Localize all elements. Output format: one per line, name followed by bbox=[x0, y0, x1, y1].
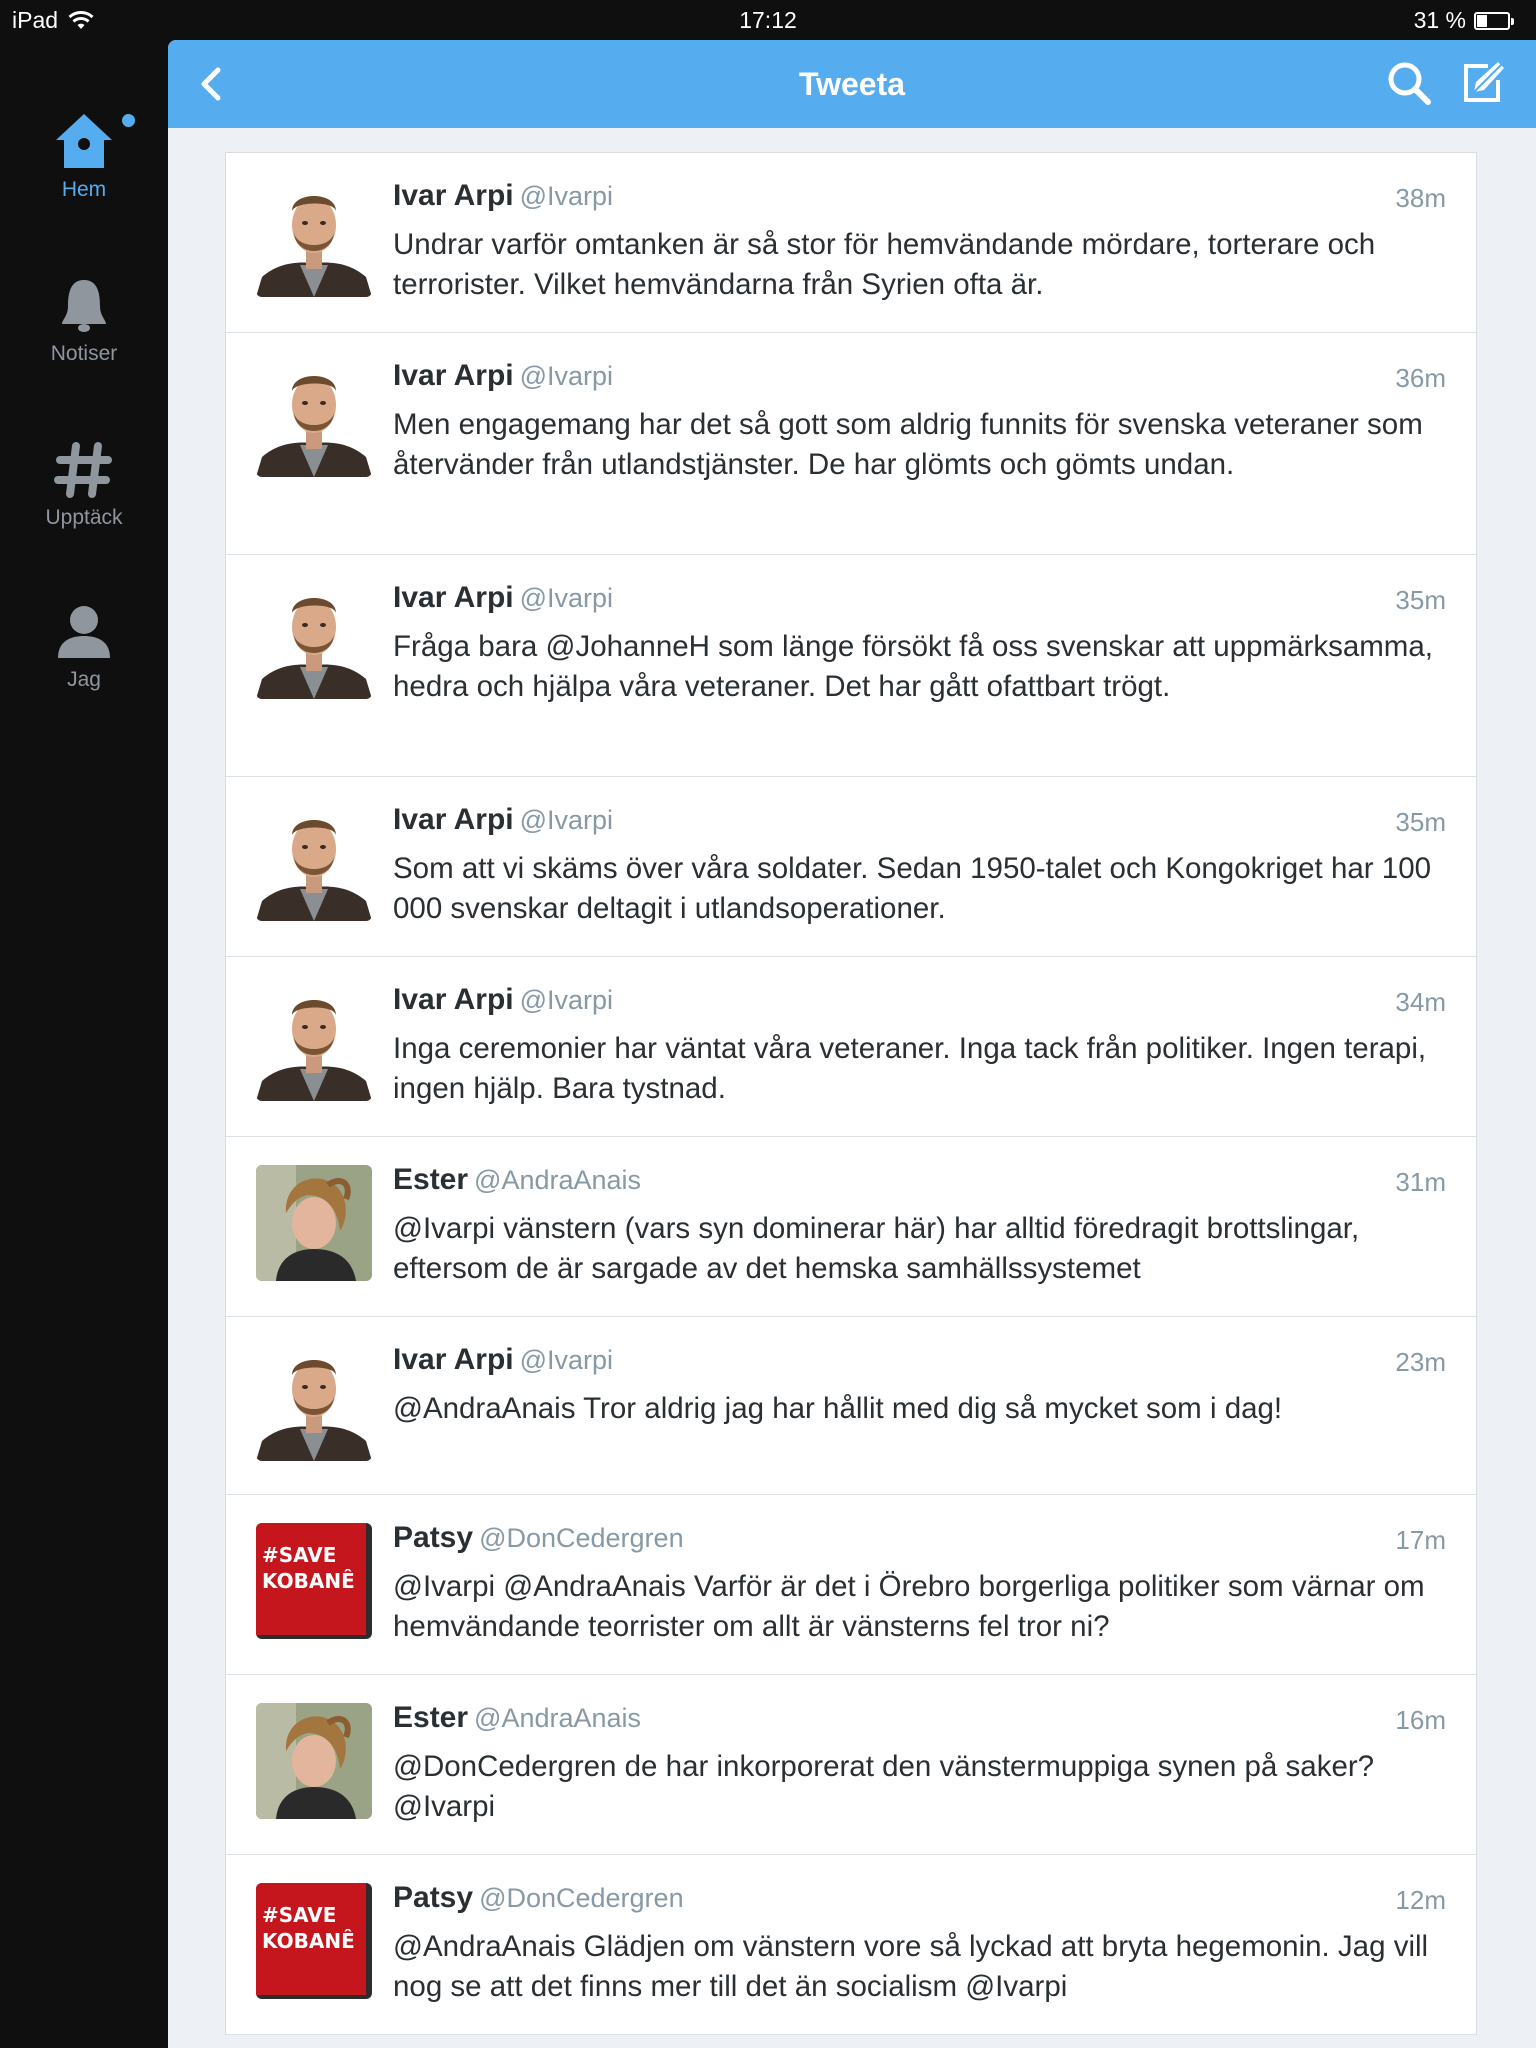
tweet-row[interactable] bbox=[226, 555, 1476, 777]
tweet-author-name[interactable]: Ivar Arpi bbox=[393, 581, 514, 614]
status-bar bbox=[0, 0, 1536, 40]
ivar-avatar[interactable] bbox=[256, 985, 372, 1101]
tweet-author-handle[interactable]: @AndraAnais bbox=[474, 1165, 642, 1195]
sidebar-item-discover[interactable] bbox=[0, 440, 168, 530]
battery-percent: 31 % bbox=[1413, 7, 1466, 33]
tweet-author-name[interactable]: Ivar Arpi bbox=[393, 1343, 514, 1376]
tweet-row[interactable] bbox=[226, 333, 1476, 555]
navigation-bar bbox=[168, 40, 1536, 128]
tweet-text: @Ivarpi @AndraAnais Varför är det i Örebro borgerliga politiker som värnar om hemvändande teorrister om allt är vänsterns fel tror ni? bbox=[393, 1570, 1425, 1643]
tweet-header bbox=[393, 1163, 1446, 1199]
battery-icon bbox=[1474, 12, 1510, 30]
sidebar-item-label: Jag bbox=[67, 668, 101, 691]
tweet-row[interactable] bbox=[226, 957, 1476, 1137]
sidebar bbox=[0, 40, 168, 2048]
tweet-author-handle[interactable]: @Ivarpi bbox=[519, 985, 614, 1015]
tweet-author-handle[interactable]: @AndraAnais bbox=[474, 1703, 642, 1733]
tweet-text: Inga ceremonier har väntat våra veteraner. Inga tack från politiker. Ingen terapi, ingen hjälp. Bara tystnad. bbox=[393, 1032, 1427, 1105]
tweet-author-name[interactable]: Ester bbox=[393, 1701, 469, 1734]
tweet-timestamp: 38m bbox=[1395, 183, 1446, 213]
avatar-text-line2: KOBANÊ bbox=[262, 1569, 355, 1593]
bell-icon bbox=[54, 276, 114, 336]
tweet-text: @DonCedergren de har inkorporerat den vänstermuppiga synen på saker? @Ivarpi bbox=[393, 1750, 1375, 1823]
sidebar-item-label: Notiser bbox=[50, 342, 118, 365]
tweet-timestamp: 35m bbox=[1395, 585, 1446, 615]
ivar-avatar[interactable] bbox=[256, 583, 372, 699]
tweet-author-handle[interactable]: @DonCedergren bbox=[479, 1523, 684, 1553]
search-icon[interactable] bbox=[1386, 60, 1432, 106]
tweet-author-name[interactable]: Ivar Arpi bbox=[393, 179, 514, 212]
tweet-header bbox=[393, 359, 1446, 395]
tweet-row[interactable] bbox=[226, 1317, 1476, 1495]
tweet-header bbox=[393, 581, 1446, 617]
tweet-row[interactable] bbox=[226, 1675, 1476, 1855]
tweet-header bbox=[393, 803, 1446, 839]
tweet-text: @Ivarpi vänstern (vars syn dominerar här) har alltid föredragit brottslingar, eftersom de är sargade av det hemska samhällssystemet bbox=[393, 1212, 1360, 1285]
person-icon bbox=[54, 602, 114, 662]
tweet-header bbox=[393, 1701, 1446, 1737]
home-icon bbox=[52, 110, 116, 172]
tweet-timeline bbox=[225, 152, 1477, 2035]
tweet-author-handle[interactable]: @Ivarpi bbox=[519, 181, 614, 211]
avatar-text-line1: #SAVE bbox=[262, 1543, 337, 1567]
sidebar-item-notifications[interactable] bbox=[0, 276, 168, 366]
tweet-header bbox=[393, 1881, 1446, 1917]
tweet-text: @AndraAnais Glädjen om vänstern vore så lyckad att bryta hegemonin. Jag vill nog se att det finns mer till det än socialism @Ivarpi bbox=[393, 1930, 1429, 2003]
status-time: 17:12 bbox=[739, 7, 797, 33]
avatar-text-line2: KOBANÊ bbox=[262, 1929, 355, 1953]
tweet-author-name[interactable]: Ester bbox=[393, 1163, 469, 1196]
page-title: Tweeta bbox=[798, 66, 906, 102]
tweet-row[interactable] bbox=[226, 1495, 1476, 1675]
sidebar-item-home[interactable] bbox=[0, 110, 168, 202]
ester-avatar[interactable] bbox=[256, 1703, 372, 1819]
tweet-timestamp: 23m bbox=[1395, 1347, 1446, 1377]
ivar-avatar[interactable] bbox=[256, 181, 372, 297]
tweet-text: Men engagemang har det så gott som aldrig funnits för svenska veteraner som återvänder från utlandstjänster. De har glömts och gömts undan. bbox=[393, 408, 1423, 481]
tweet-author-handle[interactable]: @Ivarpi bbox=[519, 583, 614, 613]
sidebar-item-me[interactable] bbox=[0, 602, 168, 692]
tweet-author-name[interactable]: Ivar Arpi bbox=[393, 803, 514, 836]
tweet-author-name[interactable]: Ivar Arpi bbox=[393, 983, 514, 1016]
ivar-avatar[interactable] bbox=[256, 805, 372, 921]
tweet-header bbox=[393, 983, 1446, 1019]
tweet-row[interactable] bbox=[226, 153, 1476, 333]
tweet-timestamp: 16m bbox=[1395, 1705, 1446, 1735]
ivar-avatar[interactable] bbox=[256, 1345, 372, 1461]
tweet-header bbox=[393, 1521, 1446, 1557]
tweet-timestamp: 17m bbox=[1395, 1525, 1446, 1555]
tweet-author-handle[interactable]: @Ivarpi bbox=[519, 361, 614, 391]
ester-avatar[interactable] bbox=[256, 1165, 372, 1281]
tweet-text: Fråga bara @JohanneH som länge försökt få oss svenskar att uppmärksamma, hedra och hjälpa våra veteraner. Det har gått ofattbart trögt. bbox=[393, 630, 1433, 703]
avatar-text-line1: #SAVE bbox=[262, 1903, 337, 1927]
tweet-author-name[interactable]: Ivar Arpi bbox=[393, 359, 514, 392]
status-right bbox=[1414, 7, 1510, 34]
sidebar-item-label: Hem bbox=[61, 178, 107, 201]
tweet-text: Undrar varför omtanken är så stor för hemvändande mördare, torterare och terrorister. Vilket hemvändarna från Syrien ofta är. bbox=[393, 228, 1376, 301]
compose-icon[interactable] bbox=[1458, 58, 1506, 106]
tweet-header bbox=[393, 1343, 1446, 1379]
tweet-timestamp: 34m bbox=[1395, 987, 1446, 1017]
main-panel bbox=[168, 40, 1536, 2048]
ivar-avatar[interactable] bbox=[256, 361, 372, 477]
hashtag-icon bbox=[54, 440, 114, 500]
tweet-text: @AndraAnais Tror aldrig jag har hållit med dig så mycket som i dag! bbox=[393, 1392, 1283, 1425]
save-kobane-avatar[interactable] bbox=[256, 1883, 372, 1999]
tweet-timestamp: 36m bbox=[1395, 363, 1446, 393]
tweet-author-handle[interactable]: @DonCedergren bbox=[479, 1883, 684, 1913]
tweet-timestamp: 12m bbox=[1395, 1885, 1446, 1915]
tweet-header bbox=[393, 179, 1446, 215]
tweet-row[interactable] bbox=[226, 777, 1476, 957]
tweet-author-handle[interactable]: @Ivarpi bbox=[519, 805, 614, 835]
tweet-timestamp: 31m bbox=[1395, 1167, 1446, 1197]
tweet-author-name[interactable]: Patsy bbox=[393, 1881, 474, 1914]
tweet-text: Som att vi skäms över våra soldater. Sedan 1950-talet och Kongokriget har 100 000 svenskar deltagit i utlandsoperationer. bbox=[393, 852, 1432, 925]
sidebar-item-label: Upptäck bbox=[45, 506, 123, 529]
tweet-author-handle[interactable]: @Ivarpi bbox=[519, 1345, 614, 1375]
device-name: iPad bbox=[12, 7, 59, 33]
tweet-author-name[interactable]: Patsy bbox=[393, 1521, 474, 1554]
tweet-row[interactable] bbox=[226, 1855, 1476, 2035]
tweet-timestamp: 35m bbox=[1395, 807, 1446, 837]
tweet-row[interactable] bbox=[226, 1137, 1476, 1317]
save-kobane-avatar[interactable] bbox=[256, 1523, 372, 1639]
